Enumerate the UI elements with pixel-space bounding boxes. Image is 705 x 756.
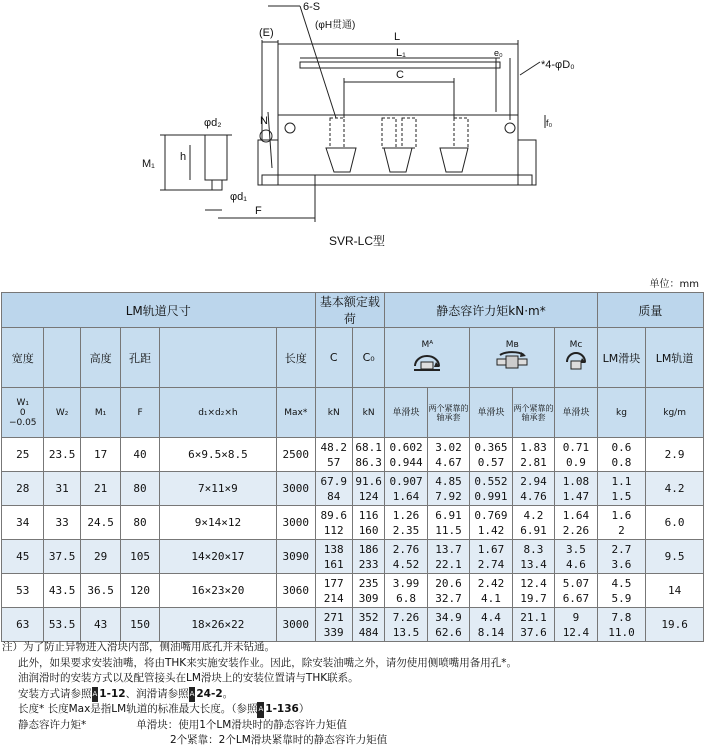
- cell-c: 67.9 84: [315, 472, 352, 506]
- cell-w2: 53.5: [44, 608, 80, 642]
- cell-blk: 7.8 11.0: [597, 608, 646, 642]
- col-block: LM滑块: [597, 328, 646, 388]
- table-row: [2, 574, 704, 608]
- cell-m1: 43: [80, 608, 120, 642]
- sub-d: d₁×d₂×h: [159, 388, 276, 438]
- cell-mc: 0.71 0.9: [555, 438, 598, 472]
- cell-d: 7×11×9: [159, 472, 276, 506]
- col-mb: Mʙ: [470, 328, 555, 388]
- label-f0: f₀: [546, 118, 553, 128]
- cell-f: 120: [121, 574, 159, 608]
- cell-w2: 23.5: [44, 438, 80, 472]
- cell-c0: 91.6 124: [352, 472, 384, 506]
- cell-d: 6×9.5×8.5: [159, 438, 276, 472]
- cell-c: 138 161: [315, 540, 352, 574]
- cell-m1: 21: [80, 472, 120, 506]
- cell-ma2: 3.02 4.67: [427, 438, 469, 472]
- cell-len: 3000: [277, 608, 315, 642]
- notes: [2, 640, 702, 749]
- sub-kg: kg: [597, 388, 646, 438]
- cell-ma1: 0.602 0.944: [385, 438, 427, 472]
- moment-ma-icon: [410, 350, 444, 372]
- cell-m1: 17: [80, 438, 120, 472]
- cell-c0: 68.1 86.3: [352, 438, 384, 472]
- cell-w1: 63: [2, 608, 44, 642]
- label-h: h: [180, 151, 187, 163]
- table-row: [2, 540, 704, 574]
- col-c0: C₀: [352, 328, 384, 388]
- label-l1: L₁: [396, 47, 406, 59]
- rail-foot: [212, 180, 222, 190]
- group-load: 基本额定载荷: [315, 293, 385, 328]
- col-ma: Mᴬ: [385, 328, 470, 388]
- cell-ma1: 3.99 6.8: [385, 574, 427, 608]
- svr-lc-dimension-drawing: [0, 0, 705, 285]
- label-l: L: [394, 31, 401, 43]
- cell-blk: 2.7 3.6: [597, 540, 646, 574]
- cell-rail: 2.9: [646, 438, 704, 472]
- note-2: 此外，如果要求安装油嘴，将由THK来实施安装作业。因此，除安装油嘴之外，请勿使用侧喷嘴用备用孔*。: [18, 656, 517, 669]
- label-e: (E): [259, 27, 274, 39]
- cell-w2: 43.5: [44, 574, 80, 608]
- cell-w1: 53: [2, 574, 44, 608]
- sub-w1: W₁ 0 −0.05: [2, 388, 44, 438]
- label-e0: e₀: [494, 48, 503, 58]
- cell-mb1: 4.4 8.14: [470, 608, 512, 642]
- cell-m1: 24.5: [80, 506, 120, 540]
- drawing-caption: SVR-LC型: [329, 234, 386, 248]
- cell-len: 3000: [277, 472, 315, 506]
- note-7: 2个紧靠：2个LM滑块紧靠时的静态容许力矩值: [170, 734, 388, 746]
- sub-m1: M₁: [80, 388, 120, 438]
- col-length: 长度: [277, 328, 315, 388]
- note-1: 注）为了防止异物进入滑块内部，侧油嘴用底孔并未钻通。: [2, 641, 275, 653]
- note-5: 长度* 长度Max是指LM轨道的标准最大长度。（参照A 1-136）: [2, 702, 702, 718]
- cell-w2: 31: [44, 472, 80, 506]
- cell-f: 80: [121, 472, 159, 506]
- cell-ma2: 34.9 62.6: [427, 608, 469, 642]
- cell-mc: 1.64 2.26: [555, 506, 598, 540]
- cell-ma1: 7.26 13.5: [385, 608, 427, 642]
- cell-ma1: 1.26 2.35: [385, 506, 427, 540]
- cell-w2: 37.5: [44, 540, 80, 574]
- cell-ma1: 2.76 4.52: [385, 540, 427, 574]
- cell-rail: 9.5: [646, 540, 704, 574]
- cell-rail: 6.0: [646, 506, 704, 540]
- cell-ma2: 4.85 7.92: [427, 472, 469, 506]
- col-rail: LM轨道: [646, 328, 704, 388]
- cell-c0: 352 484: [352, 608, 384, 642]
- cell-f: 40: [121, 438, 159, 472]
- table-row: [2, 608, 704, 642]
- cell-rail: 4.2: [646, 472, 704, 506]
- sub-mc-single: 单滑块: [555, 388, 598, 438]
- cell-f: 80: [121, 506, 159, 540]
- cell-c0: 186 233: [352, 540, 384, 574]
- sub-w2: W₂: [44, 388, 80, 438]
- sub-mb-single: 单滑块: [470, 388, 512, 438]
- col-c: C: [315, 328, 352, 388]
- cell-c: 89.6 112: [315, 506, 352, 540]
- label-6-s: 6-S: [303, 1, 321, 13]
- cell-len: 2500: [277, 438, 315, 472]
- cell-mb2: 2.94 4.76: [512, 472, 554, 506]
- label-f: F: [255, 205, 262, 217]
- cell-ma2: 20.6 32.7: [427, 574, 469, 608]
- moment-mc-icon: [563, 350, 589, 372]
- group-mass: 质量: [597, 293, 703, 328]
- cell-blk: 1.1 1.5: [597, 472, 646, 506]
- label-m1: M₁: [142, 158, 155, 170]
- note-3: 油润滑时的安装方式以及配管接头在LM滑块上的安装位置请与THK联系。: [18, 672, 359, 684]
- col-pitch: 孔距: [121, 328, 159, 388]
- cell-mb1: 0.769 1.42: [470, 506, 512, 540]
- sub-ma-single: 单滑块: [385, 388, 427, 438]
- cell-mb1: 1.67 2.74: [470, 540, 512, 574]
- cell-mb2: 1.83 2.81: [512, 438, 554, 472]
- cell-blk: 0.6 0.8: [597, 438, 646, 472]
- label-n: N: [260, 115, 268, 127]
- cell-d: 18×26×22: [159, 608, 276, 642]
- rail-end-view: [205, 135, 227, 180]
- cell-ma2: 6.91 11.5: [427, 506, 469, 540]
- unit-label: 单位：mm: [649, 279, 699, 290]
- note-6: 静态容许力矩* 单滑块：使用1个LM滑块时的静态容许力矩值: [18, 718, 347, 731]
- cell-mb2: 21.1 37.6: [512, 608, 554, 642]
- col-mc: Mᴄ: [555, 328, 598, 388]
- cell-mb1: 0.365 0.57: [470, 438, 512, 472]
- end-seal-right: [518, 140, 536, 185]
- sub-kn-c0: kN: [352, 388, 384, 438]
- group-lm-rail: LM轨道尺寸: [2, 293, 316, 328]
- cell-len: 3090: [277, 540, 315, 574]
- table-row: [2, 472, 704, 506]
- end-seal: [258, 140, 278, 185]
- sub-max: Max*: [277, 388, 315, 438]
- cell-c: 48.2 57: [315, 438, 352, 472]
- sub-f: F: [121, 388, 159, 438]
- sub-kn-c: kN: [315, 388, 352, 438]
- cell-c: 177 214: [315, 574, 352, 608]
- cell-blk: 4.5 5.9: [597, 574, 646, 608]
- moment-mb-icon: [493, 350, 531, 372]
- lm-block: [278, 115, 518, 175]
- col-height: 高度: [80, 328, 120, 388]
- cell-mc: 1.08 1.47: [555, 472, 598, 506]
- cell-mb1: 2.42 4.1: [470, 574, 512, 608]
- table-row: [2, 438, 704, 472]
- cell-f: 105: [121, 540, 159, 574]
- cell-w2: 33: [44, 506, 80, 540]
- cell-ma1: 0.907 1.64: [385, 472, 427, 506]
- cell-w1: 28: [2, 472, 44, 506]
- cell-len: 3000: [277, 506, 315, 540]
- table-row: [2, 506, 704, 540]
- cell-mc: 3.5 4.6: [555, 540, 598, 574]
- sub-kgm: kg/m: [646, 388, 704, 438]
- cell-rail: 14: [646, 574, 704, 608]
- sub-mb-double: 两个紧靠的轴承套: [512, 388, 554, 438]
- cell-d: 9×14×12: [159, 506, 276, 540]
- cell-m1: 36.5: [80, 574, 120, 608]
- cell-m1: 29: [80, 540, 120, 574]
- cell-f: 150: [121, 608, 159, 642]
- sub-ma-double: 两个紧靠的轴承套: [427, 388, 469, 438]
- col-width: 宽度: [2, 328, 44, 388]
- cell-mb1: 0.552 0.991: [470, 472, 512, 506]
- cell-mb2: 8.3 13.4: [512, 540, 554, 574]
- spec-table: [1, 292, 704, 642]
- cell-c: 271 339: [315, 608, 352, 642]
- cell-mc: 5.07 6.67: [555, 574, 598, 608]
- label-hole-through: (φH贯通): [315, 20, 356, 31]
- cell-d: 16×23×20: [159, 574, 276, 608]
- label-4-d0: *4-φD₀: [541, 59, 575, 71]
- label-c: C: [396, 69, 404, 81]
- cell-mb2: 4.2 6.91: [512, 506, 554, 540]
- cell-c0: 235 309: [352, 574, 384, 608]
- cell-mb2: 12.4 19.7: [512, 574, 554, 608]
- cell-c0: 116 160: [352, 506, 384, 540]
- cell-w1: 25: [2, 438, 44, 472]
- cell-d: 14×20×17: [159, 540, 276, 574]
- lm-rail: [262, 175, 532, 185]
- cell-len: 3060: [277, 574, 315, 608]
- cell-rail: 19.6: [646, 608, 704, 642]
- cell-mc: 9 12.4: [555, 608, 598, 642]
- cell-w1: 45: [2, 540, 44, 574]
- spec-table-body: [2, 438, 704, 642]
- label-d1: φd₁: [230, 191, 247, 203]
- cell-w1: 34: [2, 506, 44, 540]
- label-d2: φd₂: [204, 117, 222, 129]
- cell-ma2: 13.7 22.1: [427, 540, 469, 574]
- cell-blk: 1.6 2: [597, 506, 646, 540]
- note-4: 安装方式请参照A 1-12、润滑请参照A 24-2。: [2, 687, 702, 703]
- group-moment: 静态容许力矩kN·m*: [385, 293, 597, 328]
